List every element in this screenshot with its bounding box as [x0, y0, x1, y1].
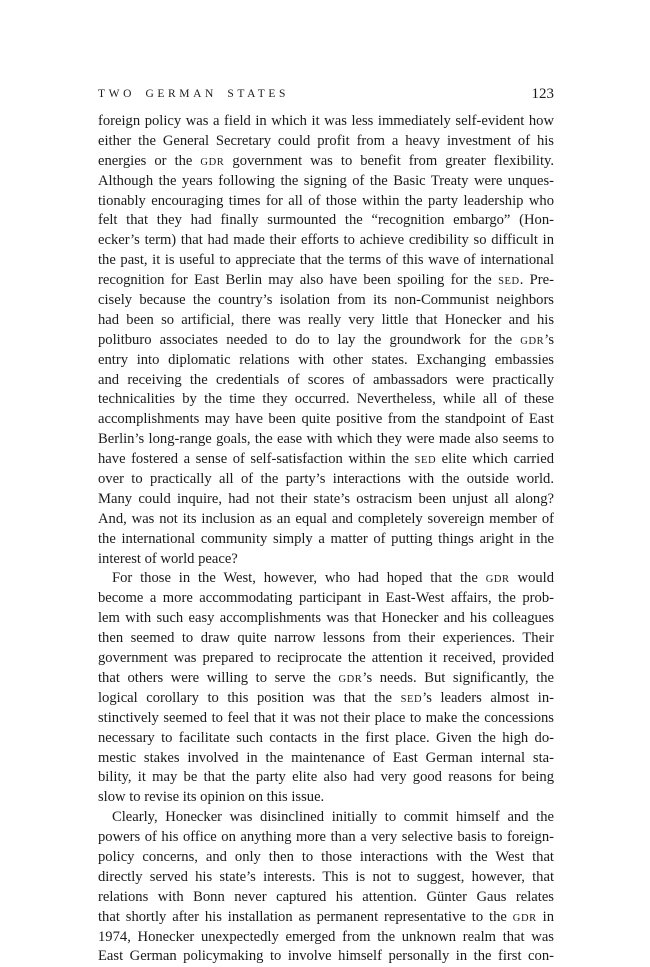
- text-line: Many could inquire, had not their state’s ostracism been unjust all along?: [98, 490, 554, 507]
- text-line: 1974, Honecker unexpectedly emerged from the unknown realm that was: [98, 928, 554, 945]
- text-line: Berlin’s long-range goals, the ease with which they were made also seems to: [98, 431, 554, 448]
- text-line: East German policymaking to involve himself personally in the first con-: [98, 948, 554, 965]
- text-line: then seemed to draw quite narrow lessons from their experiences. Their: [98, 630, 554, 647]
- text-line: interest of world peace?: [98, 550, 238, 567]
- running-head: TWO GERMAN STATES: [98, 88, 289, 100]
- small-caps-abbrev: SED: [400, 693, 423, 705]
- text-line: had been so artificial, there was really very little that Honecker and his: [98, 311, 554, 328]
- text-line: that shortly after his installation as permanent representative to the GDR in: [98, 908, 554, 925]
- paragraph: [98, 112, 554, 569]
- text-line: slow to revise its opinion on this issue.: [98, 789, 325, 806]
- page-number: 123: [531, 86, 554, 102]
- small-caps-abbrev: GDR: [338, 673, 363, 685]
- text-line: policy concerns, and only then to those interactions with the West that: [98, 848, 554, 865]
- text-line: logical corollary to this position was that the SED’s leaders almost in-: [98, 689, 554, 706]
- text-line: stinctively seemed to feel that it was not their place to make the concessions: [98, 709, 554, 726]
- text-line: that others were willing to serve the GDR’s needs. But significantly, the: [98, 669, 555, 686]
- text-line: directly served his state’s interests. This is not to suggest, however, that: [98, 868, 554, 885]
- text-line: tionably encouraging times for all of those within the party leadership who: [98, 192, 554, 209]
- paragraph: [98, 808, 554, 967]
- text-line: felt that they had finally surmounted the “recognition embargo” (Hon-: [98, 212, 554, 229]
- text-line: powers of his office on anything more than a very selective basis to foreign-: [98, 829, 554, 846]
- text-line: politburo associates needed to do to lay the groundwork for the GDR’s: [98, 331, 554, 348]
- small-caps-abbrev: SED: [414, 455, 437, 467]
- text-line: entry into diplomatic relations with other states. Exchanging embassies: [98, 351, 554, 368]
- paragraph: [98, 569, 554, 808]
- text-line: bility, it may be that the party elite also had very good reasons for being: [98, 769, 554, 786]
- text-line: mestic stakes involved in the maintenance of East German internal sta-: [98, 749, 554, 766]
- text-line: And, was not its inclusion as an equal and completely sovereign member of: [98, 510, 554, 527]
- text-line: over to practically all of the party’s interactions with the outside world.: [98, 471, 554, 488]
- text-line: relations with Bonn never captured his attention. Günter Gaus relates: [98, 888, 554, 905]
- small-caps-abbrev: GDR: [520, 335, 545, 347]
- text-line: accomplishments may have been quite positive from the standpoint of East: [98, 411, 554, 428]
- text-line: cisely because the country’s isolation from its non-Communist neighbors: [98, 292, 554, 309]
- text-line: foreign policy was a field in which it was less immediately self-evident how: [98, 113, 554, 129]
- small-caps-abbrev: GDR: [512, 912, 537, 924]
- page-header: [98, 86, 554, 106]
- small-caps-abbrev: GDR: [200, 156, 225, 168]
- text-line: necessary to facilitate such contacts in the first place. Given the high do-: [98, 729, 554, 746]
- text-line: recognition for East Berlin may also have been spoiling for the SED. Pre-: [98, 272, 554, 289]
- text-line: Clearly, Honecker was disinclined initially to commit himself and the: [112, 809, 554, 826]
- text-line: and receiving the credentials of scores of ambassadors were practically: [98, 371, 554, 388]
- text-line: become a more accommodating participant in East-West affairs, the prob-: [98, 590, 554, 607]
- text-line: have fostered a sense of self-satisfaction within the SED elite which carried: [98, 451, 554, 468]
- text-line: energies or the GDR government was to benefit from greater flexibility.: [98, 152, 554, 169]
- body-text: [98, 112, 554, 967]
- text-line: technicalities by the time they occurred. Nevertheless, while all of these: [98, 391, 554, 408]
- text-line: Although the years following the signing of the Basic Treaty were unques-: [98, 172, 554, 189]
- text-line: lem with such easy accomplishments was that Honecker and his colleagues: [98, 610, 554, 627]
- text-line: government was prepared to reciprocate the attention it received, provided: [98, 650, 554, 667]
- text-line: ecker’s term) that had made their efforts to achieve credibility so difficult in: [98, 232, 554, 249]
- text-line: For those in the West, however, who had hoped that the GDR would: [112, 570, 555, 587]
- text-line: either the General Secretary could profit from a heavy investment of his: [98, 132, 554, 149]
- text-line: the past, it is useful to appreciate that the terms of this wave of international: [98, 252, 554, 269]
- text-line: the international community simply a matter of putting things aright in the: [98, 530, 554, 547]
- small-caps-abbrev: SED: [498, 276, 520, 288]
- small-caps-abbrev: GDR: [485, 574, 510, 586]
